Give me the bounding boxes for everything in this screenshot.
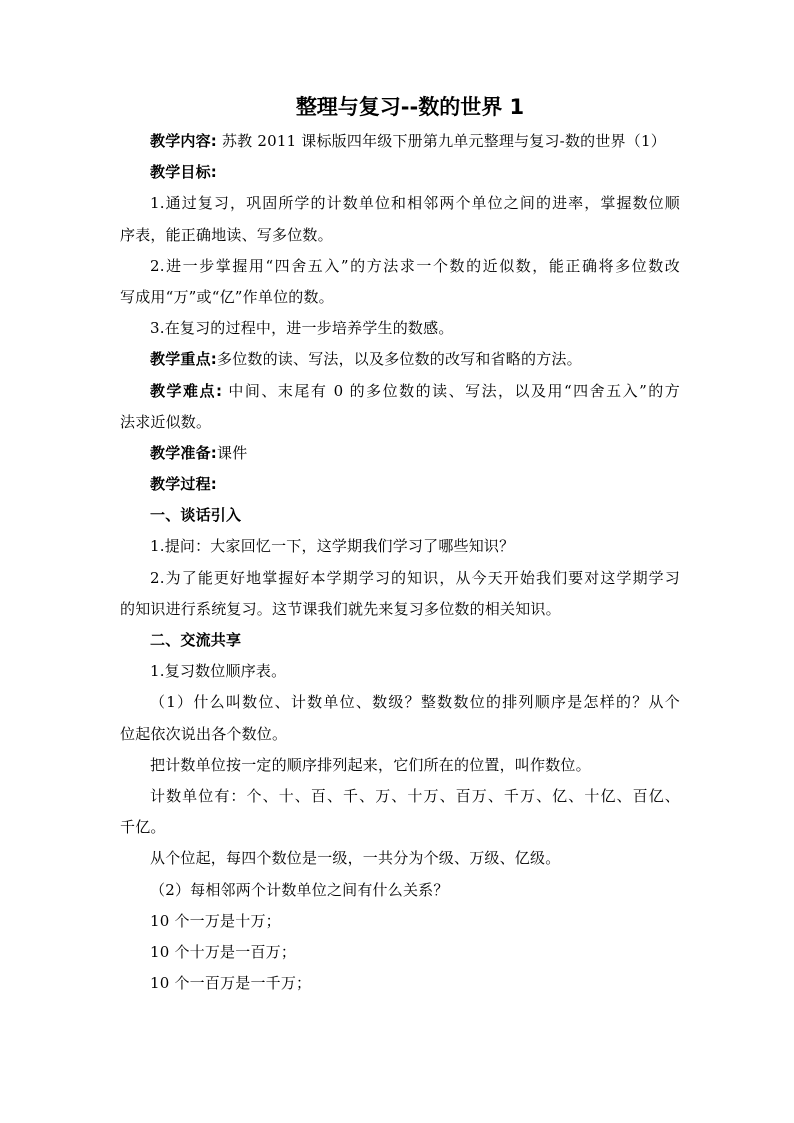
- document-title: 整理与复习--数的世界 1: [295, 95, 525, 119]
- goal-3: 3.在复习的过程中，进一步培养学生的数感。: [150, 319, 454, 338]
- goal-1-line-1: 1.通过复习，巩固所学的计数单位和相邻两个单位之间的进率，掌握数位顺: [150, 194, 680, 213]
- section-1-para-2-line-2: 的知识进行系统复习。这节课我们就先来复习多位数的相关知识。: [120, 599, 561, 618]
- section-2-relation-2: 10 个十万是一百万；: [150, 942, 297, 961]
- section-2-question-2: （2）每相邻两个计数单位之间有什么关系？: [150, 880, 449, 899]
- teaching-key-line: [120, 344, 680, 375]
- document-page: [120, 92, 680, 999]
- teaching-process-label: 教学过程:: [150, 475, 217, 494]
- teaching-content-text: 苏教 2011 课标版四年级下册第九单元整理与复习-数的世界（1）: [217, 132, 666, 150]
- teaching-key-label: 教学重点:: [150, 350, 217, 369]
- goal-2-line-2: 写成用“万”或“亿”作单位的数。: [120, 287, 334, 306]
- teaching-goals-heading: [120, 157, 680, 188]
- section-2-answer-1: 把计数单位按一定的顺序排列起来，它们所在的位置，叫作数位。: [150, 755, 591, 774]
- section-2-relation-1: 10 个一万是十万；: [150, 911, 281, 930]
- teaching-goals-label: 教学目标:: [150, 163, 217, 182]
- section-2-question-1-line-2: 位起依次说出各个数位。: [120, 724, 288, 743]
- teaching-key-text: 多位数的读、写法，以及多位数的改写和省略的方法。: [217, 350, 582, 369]
- teaching-prep-text: 课件: [217, 443, 248, 462]
- goal-2-line-1: 2.进一步掌握用“四舍五入”的方法求一个数的近似数，能正确将多位数改: [150, 256, 680, 275]
- section-2-answer-3: 从个位起，每四个数位是一级，一共分为个级、万级、亿级。: [150, 849, 561, 868]
- section-1-heading: 一、谈话引入: [150, 506, 242, 525]
- teaching-prep-line: [120, 438, 680, 469]
- teaching-difficulty-text-1: 中间、末尾有 0 的多位数的读、写法，以及用“四舍五入”的方: [222, 381, 680, 400]
- section-2-answer-2-line-2: 千亿。: [120, 818, 166, 837]
- teaching-prep-label: 教学准备:: [150, 443, 217, 462]
- teaching-content-line: [120, 126, 680, 157]
- teaching-content-label: 教学内容:: [150, 132, 217, 150]
- section-2-heading: 二、交流共享: [150, 631, 242, 649]
- section-2-answer-2-line-1: 计数单位有：个、十、百、千、万、十万、百万、千万、亿、十亿、百亿、: [150, 786, 680, 805]
- teaching-difficulty-line-2: 法求近似数。: [120, 412, 212, 431]
- teaching-process-heading: [120, 469, 680, 500]
- teaching-difficulty-label: 教学难点:: [150, 381, 223, 400]
- section-1-para-2-line-1: 2.为了能更好地掌握好本学期学习的知识，从今天开始我们要对这学期学习: [150, 568, 680, 587]
- section-1-para-1: 1.提问：大家回忆一下，这学期我们学习了哪些知识？: [150, 537, 515, 556]
- goal-1-line-2: 序表，能正确地读、写多位数。: [120, 225, 333, 244]
- teaching-difficulty-line-1: [120, 376, 680, 407]
- section-2-relation-3: 10 个一百万是一千万；: [150, 974, 312, 993]
- section-2-question-1-line-1: （1）什么叫数位、计数单位、数级？整数数位的排列顺序是怎样的？从个: [150, 693, 680, 712]
- section-2-para-1: 1.复习数位顺序表。: [150, 662, 287, 681]
